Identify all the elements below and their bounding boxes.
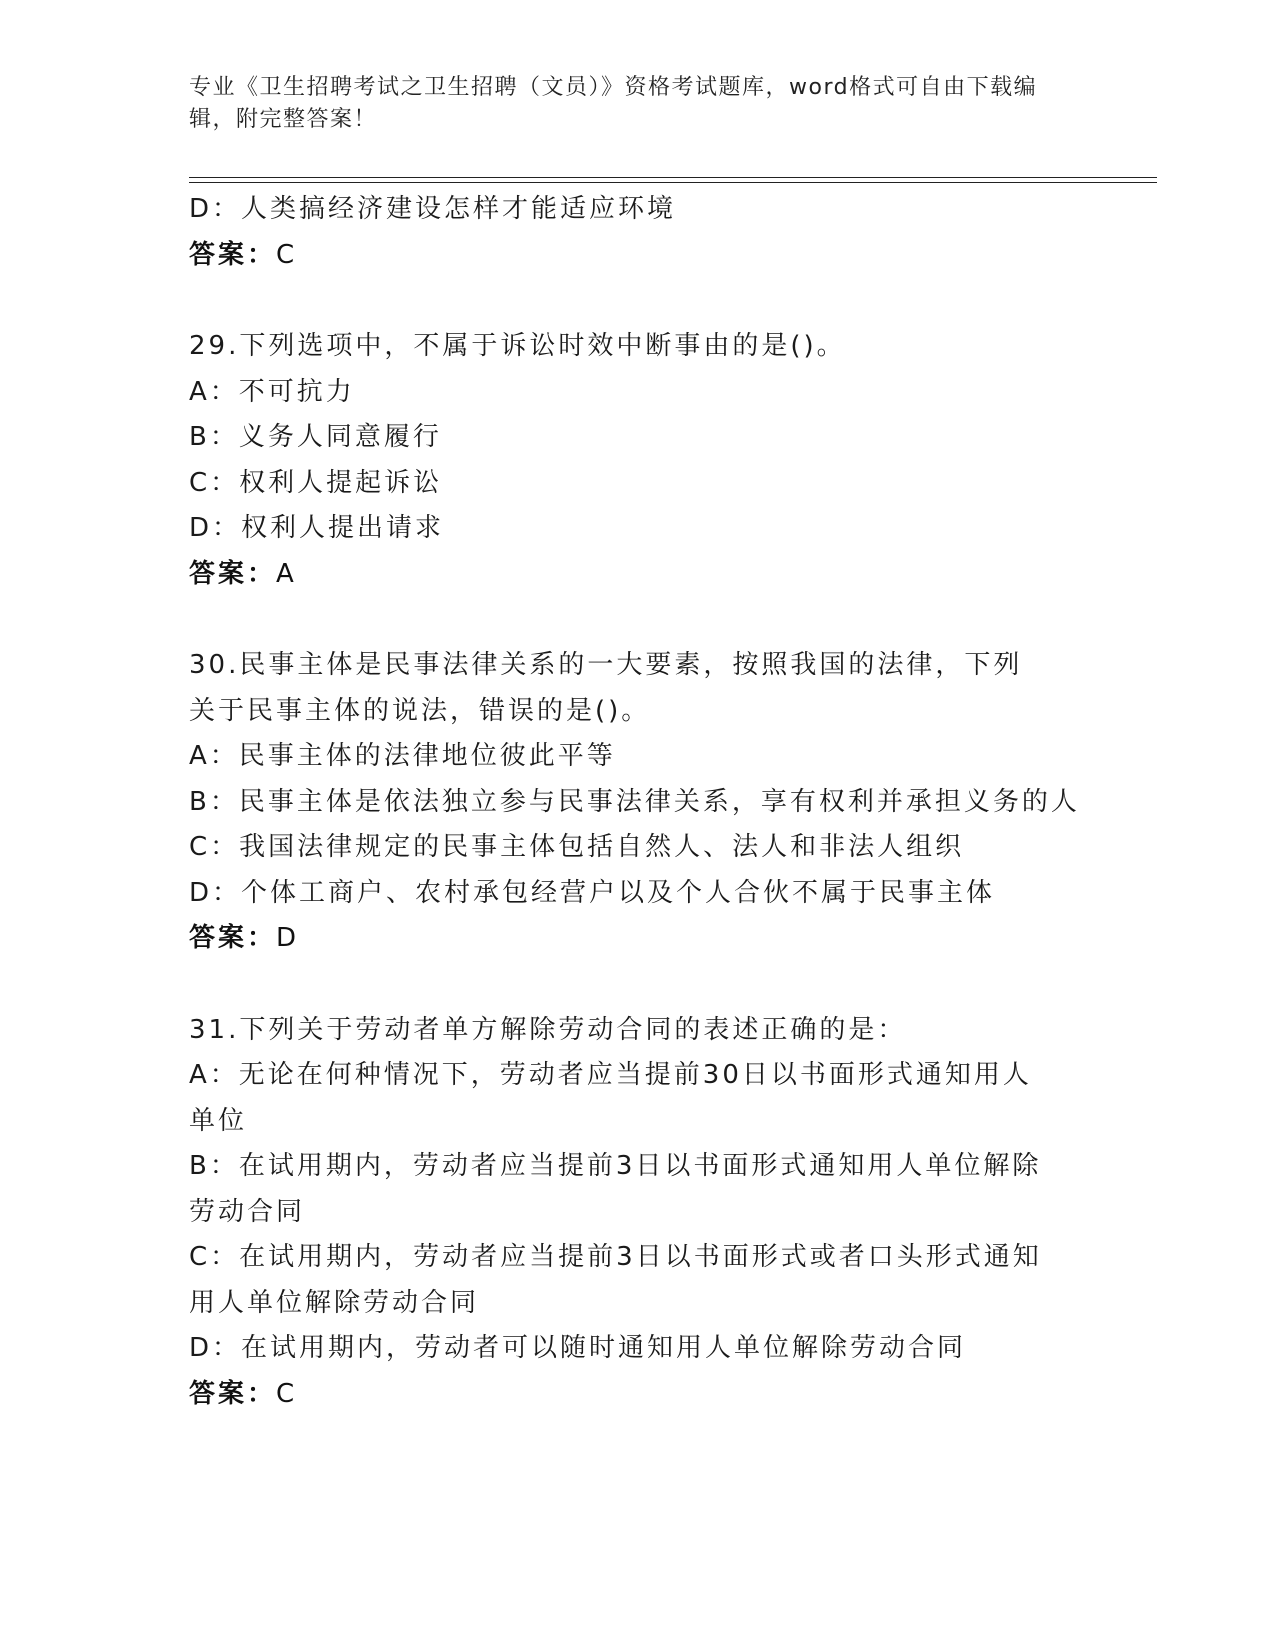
- option-a: A：民事主体的法律地位彼此平等: [189, 741, 616, 771]
- question-29: [189, 324, 1089, 597]
- answer-label: 答案：: [189, 923, 277, 953]
- question-31: [189, 1008, 1089, 1418]
- answer-label: 答案：: [189, 558, 277, 589]
- document-body: [189, 187, 1089, 1417]
- spacer: [189, 962, 1089, 1008]
- answer-line: [189, 1372, 1089, 1418]
- answer-label: 答案：: [189, 239, 277, 270]
- question-stem: 31.下列关于劳动者单方解除劳动合同的表述正确的是：: [189, 1014, 907, 1045]
- option-a: A：不可抗力: [189, 376, 355, 407]
- option-d: D：权利人提出请求: [189, 513, 445, 543]
- answer-line: [189, 916, 1089, 962]
- option-d: D：人类搞经济建设怎样才能适应环境: [189, 194, 677, 224]
- answer-value: C: [276, 1378, 298, 1409]
- option-b: B：民事主体是依法独立参与民事法律关系，享有权利并承担义务的人: [189, 786, 1080, 817]
- answer-label: 答案：: [189, 1378, 277, 1409]
- answer-line: [189, 552, 1089, 598]
- option-a: A：无论在何种情况下，劳动者应当提前30日以书面形式通知用人单位: [189, 1060, 1032, 1136]
- question-stem: 30.民事主体是民事法律关系的一大要素，按照我国的法律，下列关于民事主体的说法，错误的是()。: [189, 650, 1023, 726]
- spacer: [189, 597, 1089, 643]
- option-b: B：义务人同意履行: [189, 422, 442, 452]
- carryover-block: [189, 187, 1089, 278]
- option-d: D：在试用期内，劳动者可以随时通知用人单位解除劳动合同: [189, 1333, 967, 1363]
- option-d: D：个体工商户、农村承包经营户以及个人合伙不属于民事主体: [189, 877, 996, 908]
- answer-value: D: [276, 923, 300, 953]
- answer-value: A: [276, 558, 297, 589]
- option-b: B：在试用期内，劳动者应当提前3日以书面形式通知用人单位解除劳动合同: [189, 1151, 1042, 1227]
- option-c: C：我国法律规定的民事主体包括自然人、法人和非法人组织: [189, 832, 965, 862]
- document-header: 专业《卫生招聘考试之卫生招聘（文员）》资格考试题库，word格式可自由下载编辑，附完整答案！: [189, 75, 1038, 132]
- option-c: C：在试用期内，劳动者应当提前3日以书面形式或者口头形式通知用人单位解除劳动合同: [189, 1242, 1042, 1318]
- option-c: C：权利人提起诉讼: [189, 467, 443, 498]
- answer-value: C: [276, 239, 298, 270]
- header-rule-top: [189, 177, 1157, 178]
- question-stem: 29.下列选项中，不属于诉讼时效中断事由的是()。: [189, 331, 846, 361]
- header-rule-bottom: [189, 182, 1157, 183]
- answer-line: [189, 233, 1089, 279]
- question-30: [189, 643, 1089, 962]
- spacer: [189, 278, 1089, 324]
